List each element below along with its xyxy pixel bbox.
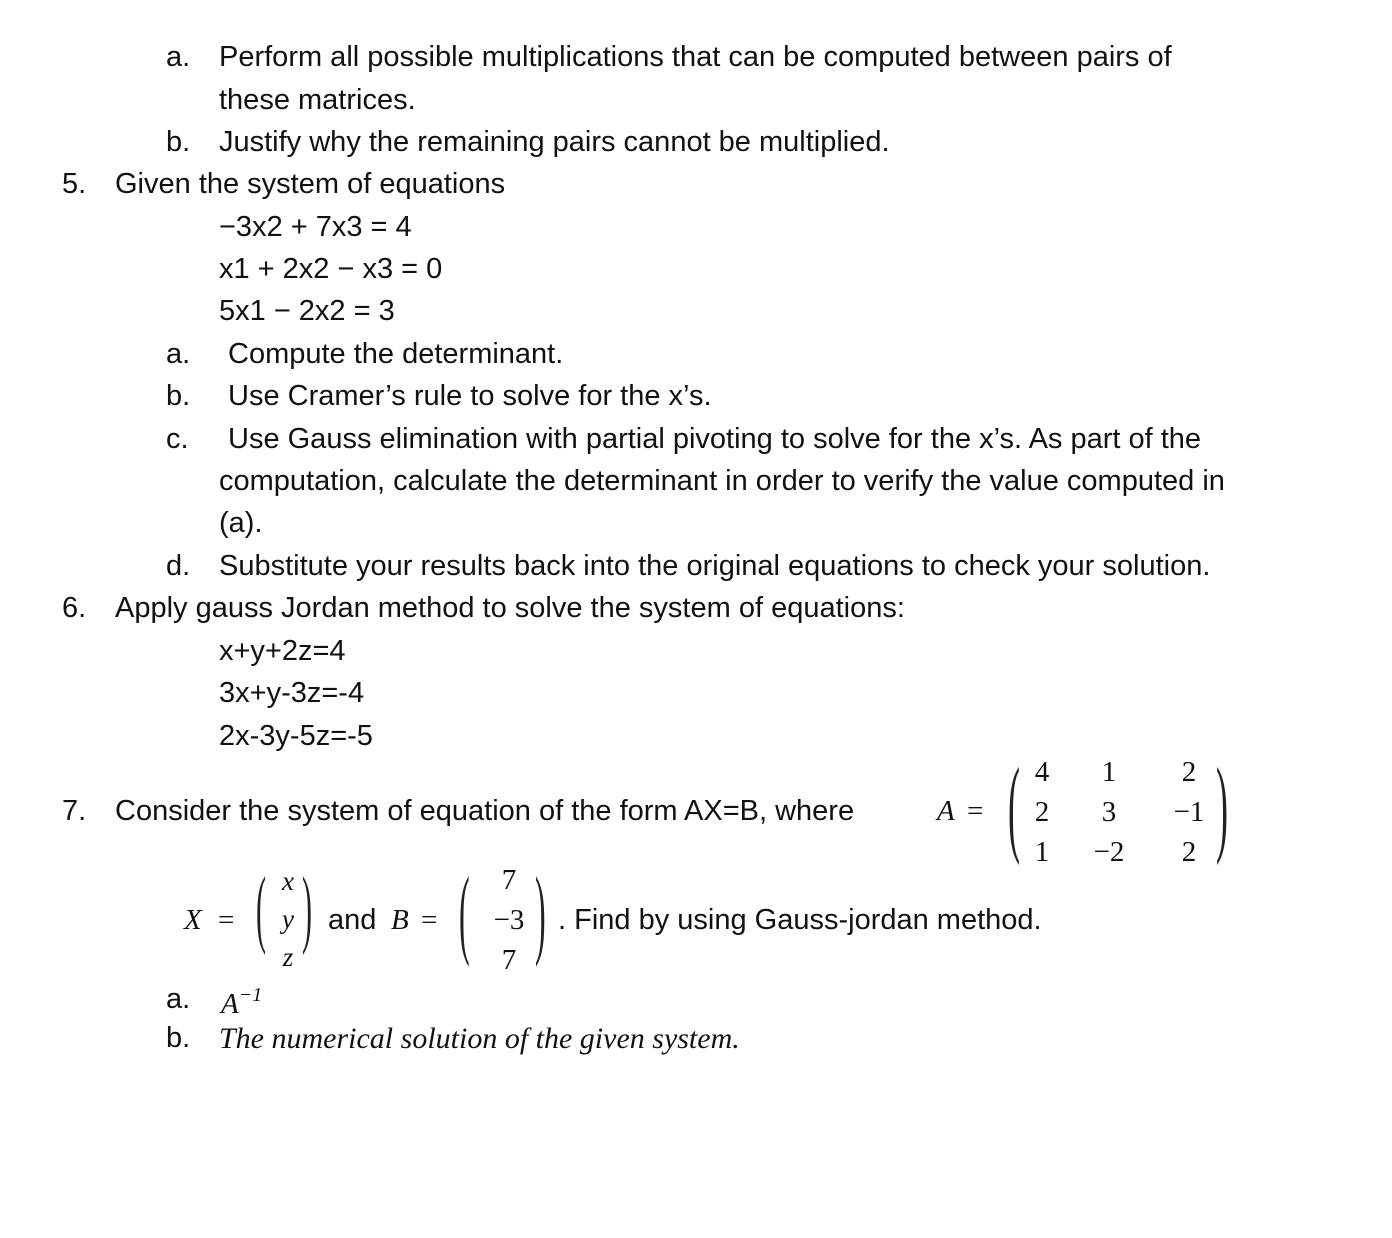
q5-a-label: a.	[166, 338, 191, 370]
vector-X-right-paren: )	[302, 861, 312, 957]
q6-equation-3: 2x-3y-5z=-5	[219, 720, 373, 752]
q6-equation-1: x+y+2z=4	[219, 635, 346, 667]
q7-B-equals: =	[421, 904, 438, 936]
q5-d-text: Substitute your results back into the original equations to check your solution.	[219, 550, 1211, 582]
q5-equation-3: 5x1 − 2x2 = 3	[219, 295, 395, 327]
vector-X-entry: x	[282, 866, 294, 896]
q5-equation-1: −3x2 + 7x3 = 4	[219, 211, 412, 243]
matrix-A-cell: 4	[1034, 756, 1050, 788]
q5-number: 5.	[62, 168, 87, 200]
q7-a-inverse-exponent: −1	[238, 984, 263, 1006]
q7-and-text: and	[328, 904, 377, 936]
q4-b-text: Justify why the remaining pairs cannot be multiplied.	[219, 126, 890, 158]
matrix-A-cell: 1	[1101, 756, 1117, 788]
q5-b-text: Use Cramer’s rule to solve for the x’s.	[228, 380, 712, 412]
q5-intro: Given the system of equations	[115, 168, 506, 200]
q7-A-equals: =	[967, 795, 984, 827]
vector-X-entry: y	[282, 904, 294, 934]
q7-intro: Consider the system of equation of the form AX=B, where	[115, 795, 855, 827]
matrix-A-cell: −1	[1173, 796, 1205, 828]
q6-number: 6.	[62, 592, 87, 624]
matrix-A-cell: 1	[1034, 836, 1050, 868]
q5-equation-2: x1 + 2x2 − x3 = 0	[219, 253, 443, 285]
q5-d-label: d.	[166, 550, 191, 582]
matrix-A-cell: 2	[1181, 836, 1197, 868]
q5-b-label: b.	[166, 380, 191, 412]
q7-X-equals: =	[218, 904, 235, 936]
q5-c-label: c.	[166, 423, 189, 455]
q6-equation-2: 3x+y-3z=-4	[219, 677, 365, 709]
q5-a-text: Compute the determinant.	[228, 338, 564, 370]
matrix-A-cell: 2	[1034, 796, 1050, 828]
q4-a-text-line1: Perform all possible multiplications that can be computed between pairs of	[219, 41, 1172, 73]
matrix-A-cell: 3	[1101, 796, 1117, 828]
vector-B-left-paren: (	[459, 855, 470, 968]
q4-a-label: a.	[166, 41, 191, 73]
vector-B-right-paren: )	[535, 855, 546, 968]
q7-B-symbol: B	[391, 904, 409, 936]
vector-B-entry: −3	[493, 904, 525, 936]
vector-X-entry: z	[282, 942, 294, 972]
q7-X-symbol: X	[184, 904, 202, 936]
q7-a-inverse	[221, 985, 262, 1019]
matrix-A-cell: −2	[1093, 836, 1125, 868]
matrix-A-cell: 2	[1181, 756, 1197, 788]
q5-c-text-line2: computation, calculate the determinant in order to verify the value computed in	[219, 465, 1225, 497]
q4-b-label: b.	[166, 126, 191, 158]
q5-c-text-line3: (a).	[219, 507, 263, 539]
matrix-A-right-paren: )	[1216, 746, 1228, 866]
vector-B-entry: 7	[501, 944, 517, 976]
q4-a-text-line2: these matrices.	[219, 84, 416, 116]
q5-c-text-line1: Use Gauss elimination with partial pivoting to solve for the x’s. As part of the	[228, 423, 1202, 455]
q7-number: 7.	[62, 795, 87, 827]
vector-B-entry: 7	[501, 864, 517, 896]
matrix-A-left-paren: (	[1008, 746, 1020, 866]
q7-a-inverse-base: A	[221, 988, 239, 1020]
vector-X-left-paren: (	[256, 861, 266, 957]
q7-b-text: The numerical solution of the given system.	[219, 1022, 740, 1055]
q6-intro: Apply gauss Jordan method to solve the system of equations:	[115, 592, 905, 624]
q7-b-label: b.	[166, 1022, 191, 1054]
q7-a-label: a.	[166, 983, 191, 1015]
q7-find-text: . Find by using Gauss-jordan method.	[558, 904, 1042, 936]
q7-A-symbol: A	[937, 795, 955, 827]
